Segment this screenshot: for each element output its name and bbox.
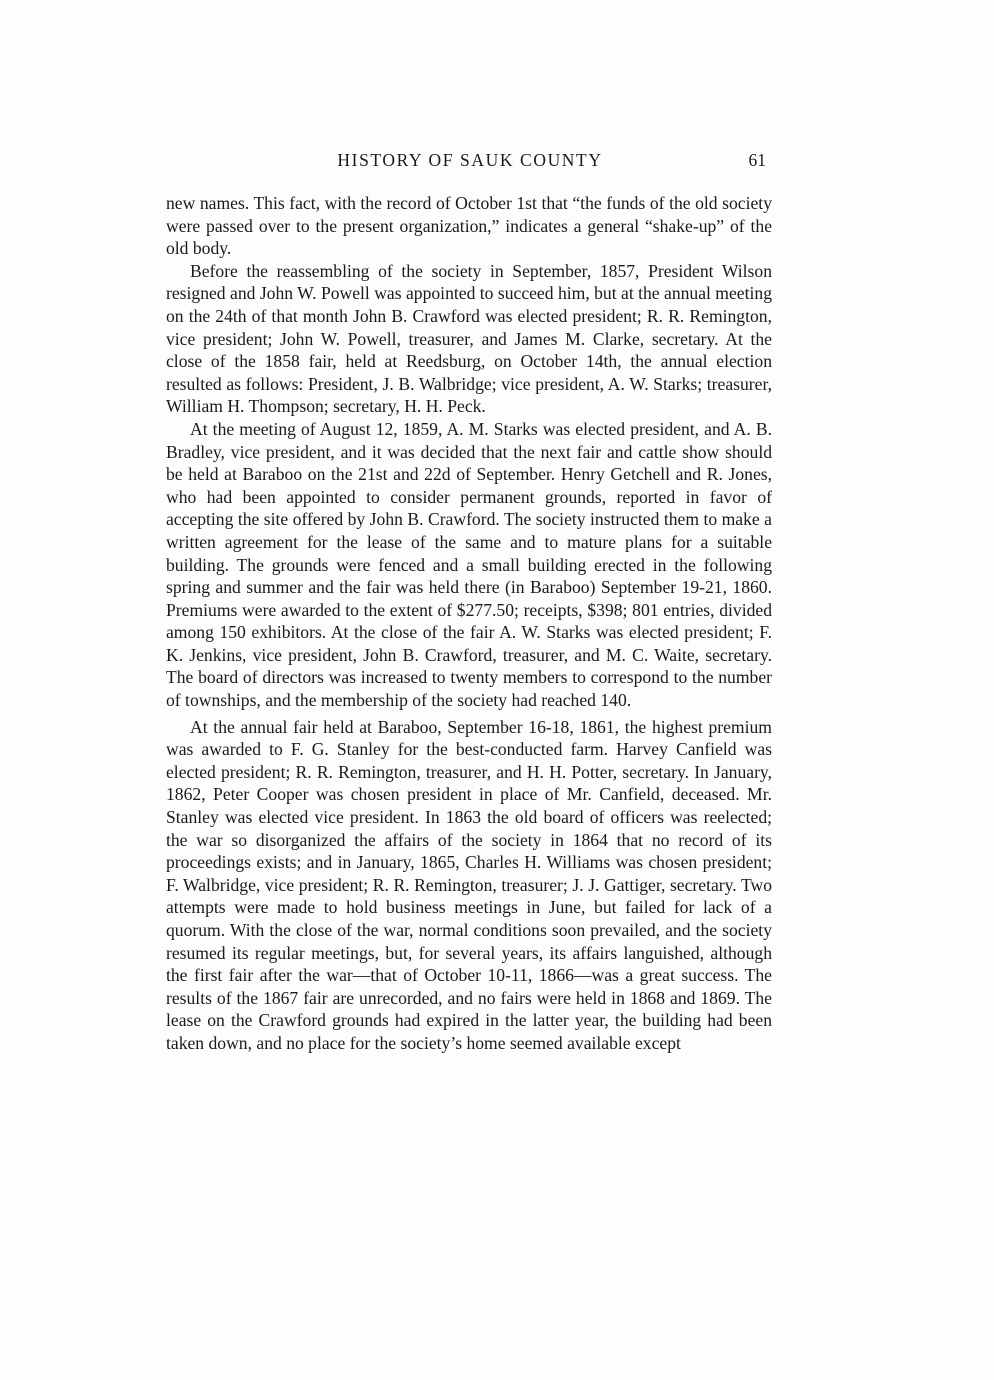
paragraph-1861-fair: At the annual fair held at Baraboo, September 16-18, 1861, the highest premium was awarded to F. G. Stanley for the best-conducted farm. Harvey Canfield was elected president; R. R. Remington, treasurer, and H. H. Potter, secretary. In January, 1862, Peter Cooper was chosen president in place of Mr. Canfield, deceased. Mr. Stanley was elected vice president. In 1863 the old board of officers was reelected; the war so disorganized the affairs of the society in 1864 that no record of its proceedings exists; and in January, 1865, Charles H. Williams was chosen president; F. Walbridge, vice president; R. R. Remington, treasurer; J. J. Gattiger, secretary. Two attempts were made to hold business meetings in June, but failed for lack of a quorum. With the close of the war, normal conditions soon prevailed, and the society resumed its regular meetings, but, for several years, its affairs languished, although the first fair after the war—that of October 10-11, 1866—was a great success. The results of the 1867 fair are unrecorded, and no fairs were held in 1868 and 1869. The lease on the Crawford grounds had expired in the latter year, the building had been taken down, and no place for the society’s home seemed available except [166, 716, 772, 1053]
page-number: 61 [748, 150, 766, 170]
body-text [166, 192, 772, 1055]
paragraph-continuation: new names. This fact, with the record of October 1st that “the funds of the old society were passed over to the present organization,” indicates a general “shake-up” of the old body. [166, 193, 772, 259]
paragraph-1859-meeting: At the meeting of August 12, 1859, A. M. Starks was elected president, and A. B. Bradley, vice president, and it was decided that the next fair and cattle show should be held at Baraboo on the 21st and 22d of September. Henry Getchell and R. Jones, who had been appointed to consider permanent grounds, reported in favor of accepting the site offered by John B. Crawford. The society instructed them to make a written agreement for the lease of the same and to mature plans for a suitable building. The grounds were fenced and a small building erected in the following spring and summer and the fair was held there (in Baraboo) September 19-21, 1860. Premiums were awarded to the extent of $277.50; receipts, $398; 801 entries, divided among 150 exhibitors. At the close of the fair A. W. Starks was elected president; F. K. Jenkins, vice president, John B. Crawford, treasurer, and M. C. Waite, secretary. The board of directors was increased to twenty members to correspond to the number of townships, and the membership of the society had reached 140. [166, 418, 772, 711]
running-title: HISTORY OF SAUK COUNTY [337, 150, 603, 170]
paragraph-1857-officers: Before the reassembling of the society in September, 1857, President Wilson resigned and John W. Powell was appointed to succeed him, but at the annual meeting on the 24th of that month John B. Crawford was elected president; R. R. Remington, vice president; John W. Powell, treasurer, and James M. Clarke, secretary. At the close of the 1858 fair, held at Reedsburg, on October 14th, the annual election resulted as follows: President, J. B. Walbridge; vice president, A. W. Starks; treasurer, William H. Thompson; secretary, H. H. Peck. [166, 260, 772, 417]
running-head [166, 150, 774, 174]
